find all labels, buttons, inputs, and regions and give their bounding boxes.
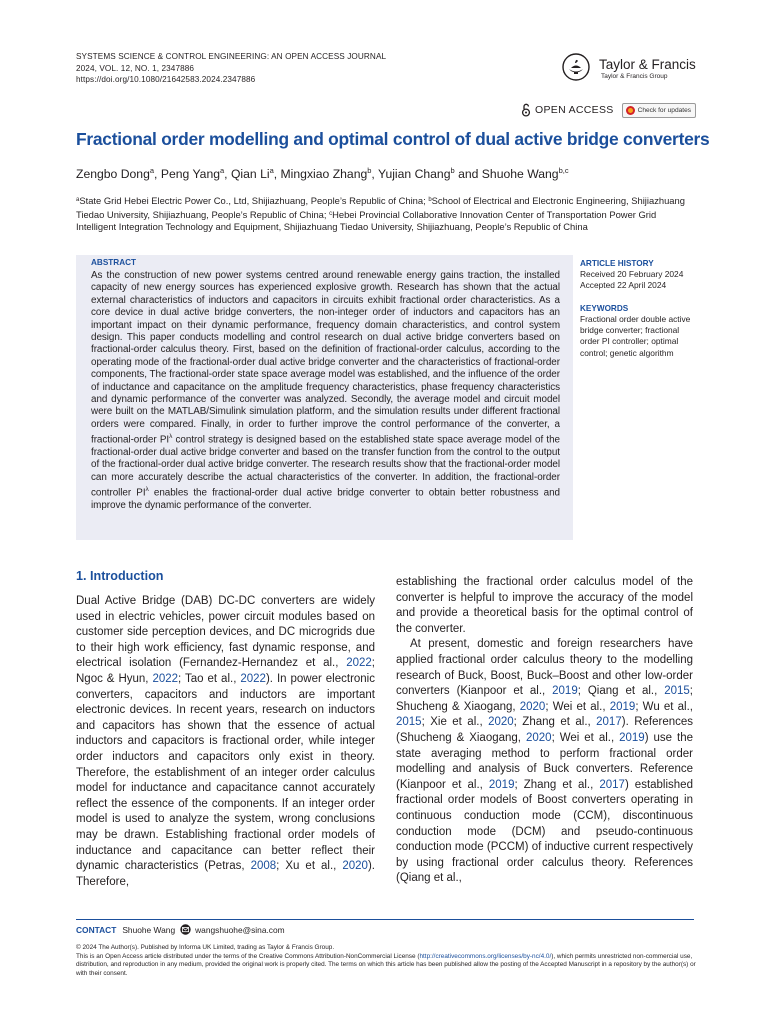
keywords	[580, 303, 700, 359]
keywords-heading: KEYWORDS	[580, 304, 629, 313]
affiliation: School of Electrical and Electronic Engineering, Shijiazhuang Tiedao University, Shijiazhuang, People’s Republic of China;	[76, 195, 685, 220]
author-affiliation-mark: b	[367, 166, 372, 175]
author: Yujian Chang	[377, 167, 451, 181]
journal-doi[interactable]: https://doi.org/10.1080/21642583.2024.2347886	[76, 75, 256, 85]
affiliation-mark: b	[428, 197, 432, 203]
affiliation-mark: a	[76, 197, 80, 203]
affiliation: Hebei Provincial Collaborative Innovation Center of Transportation Power Grid Intelligent Integration Technology and Equipment, Shijiazhuang Tiedao University, Shijiazhuang, People’s Republic of China	[76, 208, 657, 232]
license-link[interactable]: http://creativecommons.org/licenses/by-nc/4.0/	[419, 952, 552, 960]
open-lock-icon	[521, 103, 531, 117]
accepted-date: Accepted 22 April 2024	[580, 280, 667, 291]
author-affiliation-mark: a	[269, 166, 274, 175]
footer-divider	[76, 919, 694, 920]
body-paragraph: At present, domestic and foreign researchers have applied fractional order calculus theory to the modelling research of Buck, Boost, Buck–Boost and other low-order converters (Kianpoor et al., 2019; Qiang et al., 2015; Shucheng & Xiaogang, 2020; Wei et al., 2019; Wu et al., 2015; Xie et al., 2020; Zhang et al., 2017). References (Shucheng & Xiaogang, 2020; Wei et al., 2019) use the state averaging method to perform fractional order modelling and analysis of Buck converters. Reference (Kianpoor et al., 2019; Zhang et al., 2017) established fractional order models of Boost converters operating in continuous conduction mode (CCM), discontinuous conduction mode (DCM) and pseudo-continuous conduction mode (PCCM) of inductive current respectively by using fractional order calculus theory. References (Qiang et al.,	[396, 638, 694, 885]
body-paragraph: Dual Active Bridge (DAB) DC-DC converters are widely used in electric vehicles, power circuit modules based on customer side perception devices, and DC microgrids due to their high work efficiency, fast dynamic response, and electrical isolation (Fernandez-Hernandez et al., 2022; Ngoc & Hyun, 2022; Tao et al., 2022). In power electronic converters, capacitors and inductors are important electronic devices. In recent years, research on inductors and capacitors has shown that the essence of actual inductors and capacitors is fractional order, while integer order inductors and capacitors only exist in theory. Therefore, the establishment of an integer order calculus model for inductance and capacitance cannot accurately reflect the essence of the components. If an integer order model is used to analyze the system, wrong conclusions may be drawn. Establishing fractional order models of inductance and capacitance can better reflect their dynamic characteristics (Petras, 2008; Xu et al., 2020). Therefore,	[76, 595, 375, 888]
affiliation: State Grid Hebei Electric Power Co., Ltd, Shijiazhuang, People’s Republic of China;	[79, 195, 429, 206]
license-text	[76, 944, 696, 978]
author: Shuohe Wang	[481, 167, 559, 181]
contact-name: Shuohe Wang	[122, 924, 176, 935]
author: Qian Li	[230, 167, 270, 181]
contact-line	[76, 924, 285, 935]
section-heading: 1. Introduction	[76, 569, 164, 583]
author-affiliation-mark: a	[220, 166, 225, 175]
publisher-logo	[562, 52, 702, 86]
email-icon	[180, 924, 191, 935]
open-access-label: OPEN ACCESS	[535, 104, 614, 116]
author: Peng Yang	[160, 167, 220, 181]
abstract-heading: ABSTRACT	[91, 258, 137, 267]
journal-name: SYSTEMS SCIENCE & CONTROL ENGINEERING: AN OPEN ACCESS JOURNAL	[76, 52, 387, 61]
check-for-updates-button[interactable]	[622, 103, 696, 118]
abstract-text: As the construction of new power systems centred around renewable energy gains traction, the installed capacity of new energy sources has experienced explosive growth. Research has shown that the actual external characteristics of inductors and capacitors in circuits exhibit fractional order characteristics. As a core device in dual active bridge converters, the non-integer order of inductors and capacitors has an important impact on their dynamic performance, frequency domain characteristics, and control system design. This paper conducts modelling and control research on dual active bridge converters based on fractional-order calculus theory. First, based on the definition of fractional-order calculus, according to the operating mode of the fractional-order dual active bridge converter and the characteristics of fractional-order components, The fractional-order state space average model was established, and the influence of the order of inductance and capacitance on the amplitude frequency characteristics, phase frequency characteristics and dynamic performance of the converter was analyzed. Secondly, the average model and circuit model were built on the MATLAB/Simulink simulation platform, and the simulation results under different fractional orders were compared. Finally, in order to further improve the control performance of the converter, a fractional-order $PI^\lambda$ control strategy is designed based on the established state space average model of the fractional-order dual active bridge converter and based on the transfer function from the control to the output of the fractional-order dual active bridge converter. The research results show that the fractional-order model can more accurately describe the actual characteristics of the converter. In addition, the fractional-order controller $PI^\lambda$ enables the fractional-order dual active bridge converter to obtain better robustness and improve the dynamic performance of the converter.	[91, 270, 560, 511]
journal-meta	[76, 51, 386, 86]
author-list: Zengbo Dong$^a$, Peng Yang$^a$, Qian Li$^a$, Mingxiao Zhang$^b$, Yujian Chang$^b$ and Shuohe Wang$^{b,c}$	[76, 166, 569, 181]
journal-volume: 2024, VOL. 12, NO. 1, 2347886	[76, 63, 195, 73]
copyright-line: © 2024 The Author(s). Published by Informa UK Limited, trading as Taylor & Francis Group.	[76, 944, 335, 951]
keywords-text: Fractional order double active bridge converter; fractional order PI controller; optimal control; genetic algorithm	[580, 314, 691, 358]
publisher-group: Taylor & Francis Group	[601, 73, 668, 80]
license-line	[76, 953, 696, 979]
open-access-row	[521, 102, 696, 118]
authors-conjunction: and	[458, 167, 479, 181]
author-affiliation-mark: b,c	[558, 166, 569, 175]
author: Mingxiao Zhang	[280, 167, 368, 181]
author: Zengbo Dong	[76, 167, 150, 181]
body-column-left	[76, 594, 375, 890]
body-paragraph: establishing the fractional order calculus model of the converter is helpful to improve the accuracy of the model and provide a theoretical basis for the optimal control of the converter.	[396, 576, 693, 635]
article-title: Fractional order modelling and optimal control of dual active bridge converters	[76, 129, 710, 149]
article-history	[580, 258, 700, 291]
license-text-post: ), which permits unrestricted non-commercial use, distribution, and reproduction in any medium, provided the original work is properly cited. The terms on which this article has been published allow the posting of the Accepted Manuscript in a repository by the author(s) or with their consent.	[76, 952, 696, 977]
received-date: Received 20 February 2024	[580, 269, 684, 279]
license-text-pre: This is an Open Access article distributed under the terms of the Creative Commons Attribution-NonCommercial License (	[76, 952, 420, 960]
contact-label: CONTACT	[76, 924, 117, 935]
article-history-heading: ARTICLE HISTORY	[580, 259, 654, 268]
check-for-updates-label: Check for updates	[637, 106, 692, 114]
affiliations	[76, 194, 696, 234]
taylor-francis-lamp-icon	[562, 52, 590, 82]
crossmark-icon	[626, 106, 635, 115]
author-affiliation-mark: b	[450, 166, 455, 175]
author-affiliation-mark: a	[149, 166, 155, 175]
contact-email[interactable]: wangshuohe@sina.com	[195, 924, 285, 935]
publisher-name: Taylor & Francis	[599, 57, 696, 72]
body-column-right	[396, 575, 693, 887]
affiliation-mark: c	[329, 210, 333, 217]
